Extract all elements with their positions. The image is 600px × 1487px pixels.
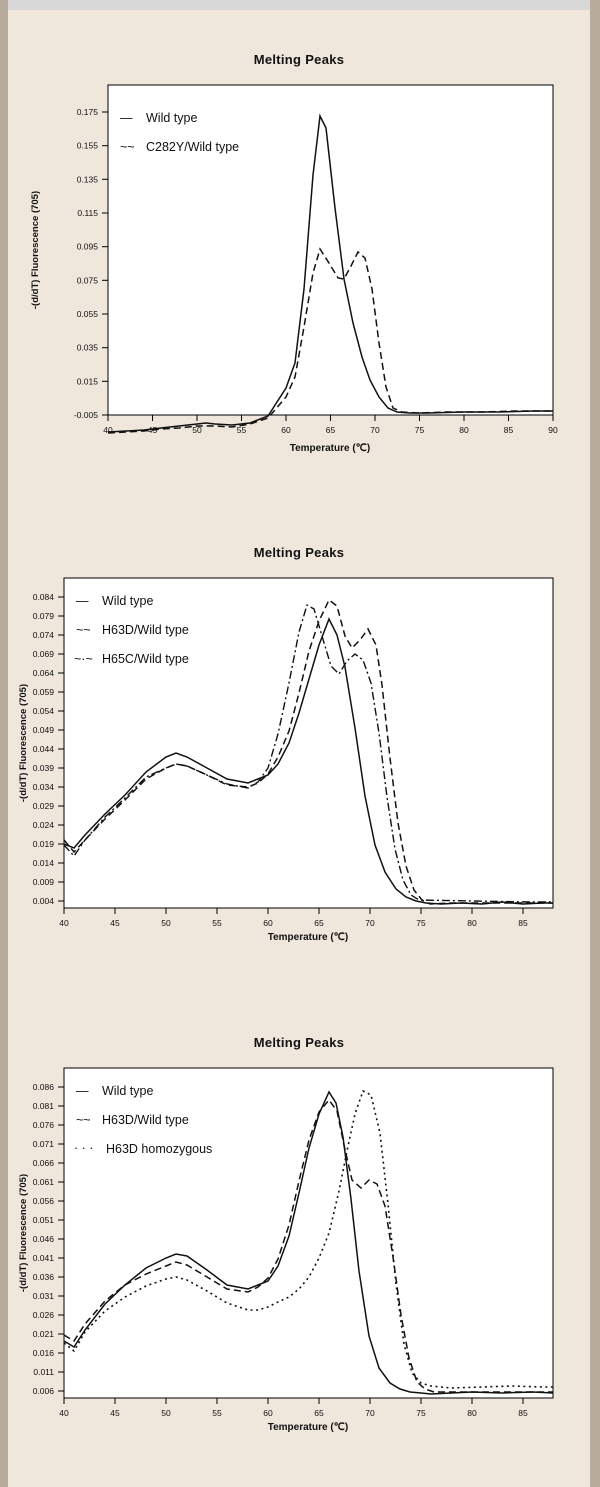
- chart-3-xtick: 50: [161, 1408, 171, 1418]
- chart-3-xtick: 80: [467, 1408, 477, 1418]
- chart-3-ylabel: -(d/dT) Fluorescence (705): [18, 1173, 29, 1293]
- chart-1-xlabel: Temperature (℃): [289, 443, 371, 454]
- chart-3-legend-label: Wild type: [102, 1084, 154, 1098]
- chart-2-x-axis: [59, 908, 528, 928]
- chart-2-xtick: 60: [263, 918, 273, 928]
- chart-1-svg: [8, 75, 590, 487]
- chart-3-xtick: 60: [263, 1408, 273, 1418]
- chart-2-xtick: 40: [59, 918, 69, 928]
- chart-2-xtick: 80: [467, 918, 477, 928]
- chart-2-xtick: 50: [161, 918, 171, 928]
- chart-1-ytick: 0.135: [76, 174, 98, 185]
- chart-1-ytick: 0.055: [76, 309, 98, 319]
- chart-1-xtick: 50: [192, 425, 202, 435]
- chart-3-title: Melting Peaks: [253, 1035, 345, 1050]
- chart-1-xtick: 45: [147, 425, 158, 435]
- chart-3-ytick: 0.006: [32, 1386, 54, 1396]
- chart-1-xtick: 65: [325, 425, 336, 435]
- chart-2-ytick: 0.084: [32, 592, 54, 602]
- chart-1-ytick: 0.175: [76, 107, 98, 117]
- chart-3-ytick: 0.056: [32, 1196, 54, 1206]
- chart-1-ytick: 0.015: [76, 376, 98, 387]
- chart-2-svg: [8, 568, 590, 973]
- chart-2-legend-label: Wild type: [102, 594, 154, 608]
- chart-2-ylabel: -(d/dT) Fluorescence (705): [18, 683, 29, 803]
- chart-2-xtick: 75: [416, 918, 426, 928]
- chart-3-ytick: 0.046: [32, 1234, 54, 1244]
- chart-3-xtick: 85: [518, 1408, 528, 1418]
- chart-2-ytick: 0.039: [32, 763, 54, 773]
- chart-3-ytick: 0.086: [32, 1082, 54, 1092]
- chart-1-xtick: 90: [548, 425, 558, 435]
- chart-3-plot-area: [8, 1058, 590, 1463]
- chart-3-x-axis: [59, 1398, 528, 1418]
- chart-3-ytick: 0.061: [32, 1177, 54, 1187]
- chart-3-xlabel: Temperature (℃): [267, 1422, 349, 1433]
- figure-3: [8, 1035, 590, 1463]
- chart-2-xtick: 55: [212, 918, 222, 928]
- chart-2-xtick: 70: [365, 918, 375, 928]
- chart-2-plot-area: [8, 568, 590, 973]
- chart-3-ytick: 0.021: [32, 1329, 54, 1339]
- chart-2-ytick: 0.079: [32, 611, 54, 621]
- chart-3-ytick: 0.016: [32, 1348, 54, 1358]
- chart-3-ytick: 0.051: [32, 1215, 54, 1225]
- chart-1-legend-key: ~~: [120, 140, 135, 154]
- chart-2-ytick: 0.034: [32, 782, 54, 792]
- chart-2-ytick: 0.069: [32, 649, 54, 659]
- chart-2-title: Melting Peaks: [253, 545, 345, 560]
- chart-2-xtick: 85: [518, 918, 528, 928]
- chart-1-legend-key: —: [120, 111, 133, 125]
- chart-3-xtick: 70: [365, 1408, 375, 1418]
- chart-3-legend-key: · · ·: [74, 1141, 94, 1155]
- chart-1-ytick: 0.115: [77, 208, 98, 218]
- chart-2-ytick: 0.019: [32, 839, 54, 849]
- chart-1-xtick: 70: [370, 425, 380, 435]
- chart-3-ytick: 0.076: [32, 1120, 54, 1130]
- document-page: [8, 10, 590, 1487]
- chart-3-ytick: 0.026: [32, 1310, 54, 1320]
- chart-2-ytick: 0.059: [32, 687, 54, 697]
- chart-3-ytick: 0.071: [32, 1139, 54, 1149]
- chart-1-title: Melting Peaks: [253, 52, 345, 67]
- chart-3-ytick: 0.031: [32, 1291, 54, 1301]
- chart-2-legend-label: H65C/Wild type: [102, 652, 189, 666]
- chart-3-xtick: 45: [110, 1408, 120, 1418]
- chart-2-legend-key: —: [76, 594, 89, 608]
- chart-1-ytick: 0.095: [76, 241, 98, 252]
- chart-3-legend-key: —: [76, 1084, 89, 1098]
- chart-2-legend-key: ~·~: [74, 652, 93, 666]
- chart-3-xtick: 40: [59, 1408, 69, 1418]
- chart-3-ytick: 0.011: [33, 1367, 54, 1377]
- chart-1-x-axis: [103, 415, 558, 435]
- chart-3-legend-label: H63D homozygous: [106, 1142, 213, 1156]
- chart-1-ytick: 0.035: [76, 342, 98, 353]
- chart-2-xtick: 65: [314, 918, 324, 928]
- chart-2-ytick: 0.064: [32, 668, 54, 678]
- chart-2-ytick: 0.054: [32, 706, 54, 716]
- chart-2-y-axis: [33, 592, 64, 906]
- chart-3-legend-key: ~~: [76, 1113, 91, 1127]
- chart-3-ytick: 0.041: [32, 1253, 54, 1263]
- chart-3-xtick: 75: [416, 1408, 426, 1418]
- chart-3-ytick: 0.066: [32, 1158, 54, 1168]
- chart-1-legend-label: C282Y/Wild type: [146, 140, 240, 154]
- page-left-border: [0, 0, 8, 1487]
- chart-1-xtick: 60: [281, 425, 291, 435]
- chart-1-frame: [108, 85, 553, 415]
- chart-1-xtick: 80: [459, 425, 469, 435]
- figure-1: [8, 52, 590, 487]
- chart-3-legend-label: H63D/Wild type: [102, 1113, 189, 1127]
- chart-1-plot-area: [8, 75, 590, 487]
- chart-3-svg: [8, 1058, 590, 1463]
- chart-1-legend-label: Wild type: [146, 111, 198, 125]
- chart-3-ytick: 0.081: [32, 1101, 54, 1111]
- chart-2-ytick: 0.004: [32, 896, 54, 906]
- chart-2-legend-key: ~~: [76, 623, 91, 637]
- chart-1-ytick: -0.005: [73, 410, 98, 420]
- chart-2-ytick: 0.009: [32, 877, 54, 887]
- chart-2-ytick: 0.049: [32, 725, 54, 735]
- chart-1-xtick: 55: [236, 425, 247, 435]
- chart-3-y-axis: [33, 1082, 64, 1396]
- page-right-border: [590, 0, 600, 1487]
- chart-2-ytick: 0.044: [32, 744, 54, 754]
- chart-3-ytick: 0.036: [32, 1272, 54, 1282]
- chart-2-xtick: 45: [110, 918, 120, 928]
- chart-3-xtick: 55: [212, 1408, 222, 1418]
- chart-2-xlabel: Temperature (℃): [267, 932, 349, 943]
- chart-1-ylabel: -(d/dT) Fluorescence (705): [30, 190, 41, 310]
- figure-2: [8, 545, 590, 973]
- chart-1-ytick: 0.155: [76, 140, 98, 151]
- chart-1-xtick: 85: [503, 425, 514, 435]
- chart-1-y-axis: [74, 107, 108, 420]
- chart-2-ytick: 0.024: [32, 820, 54, 830]
- chart-2-ytick: 0.074: [32, 630, 54, 640]
- window-top-strip: [0, 0, 600, 10]
- chart-1-xtick: 75: [414, 425, 425, 435]
- chart-2-ytick: 0.029: [32, 801, 54, 811]
- chart-1-ytick: 0.075: [76, 275, 98, 286]
- chart-2-legend-label: H63D/Wild type: [102, 623, 189, 637]
- chart-2-ytick: 0.014: [32, 858, 54, 868]
- chart-3-xtick: 65: [314, 1408, 324, 1418]
- chart-1-xtick: 40: [103, 425, 113, 435]
